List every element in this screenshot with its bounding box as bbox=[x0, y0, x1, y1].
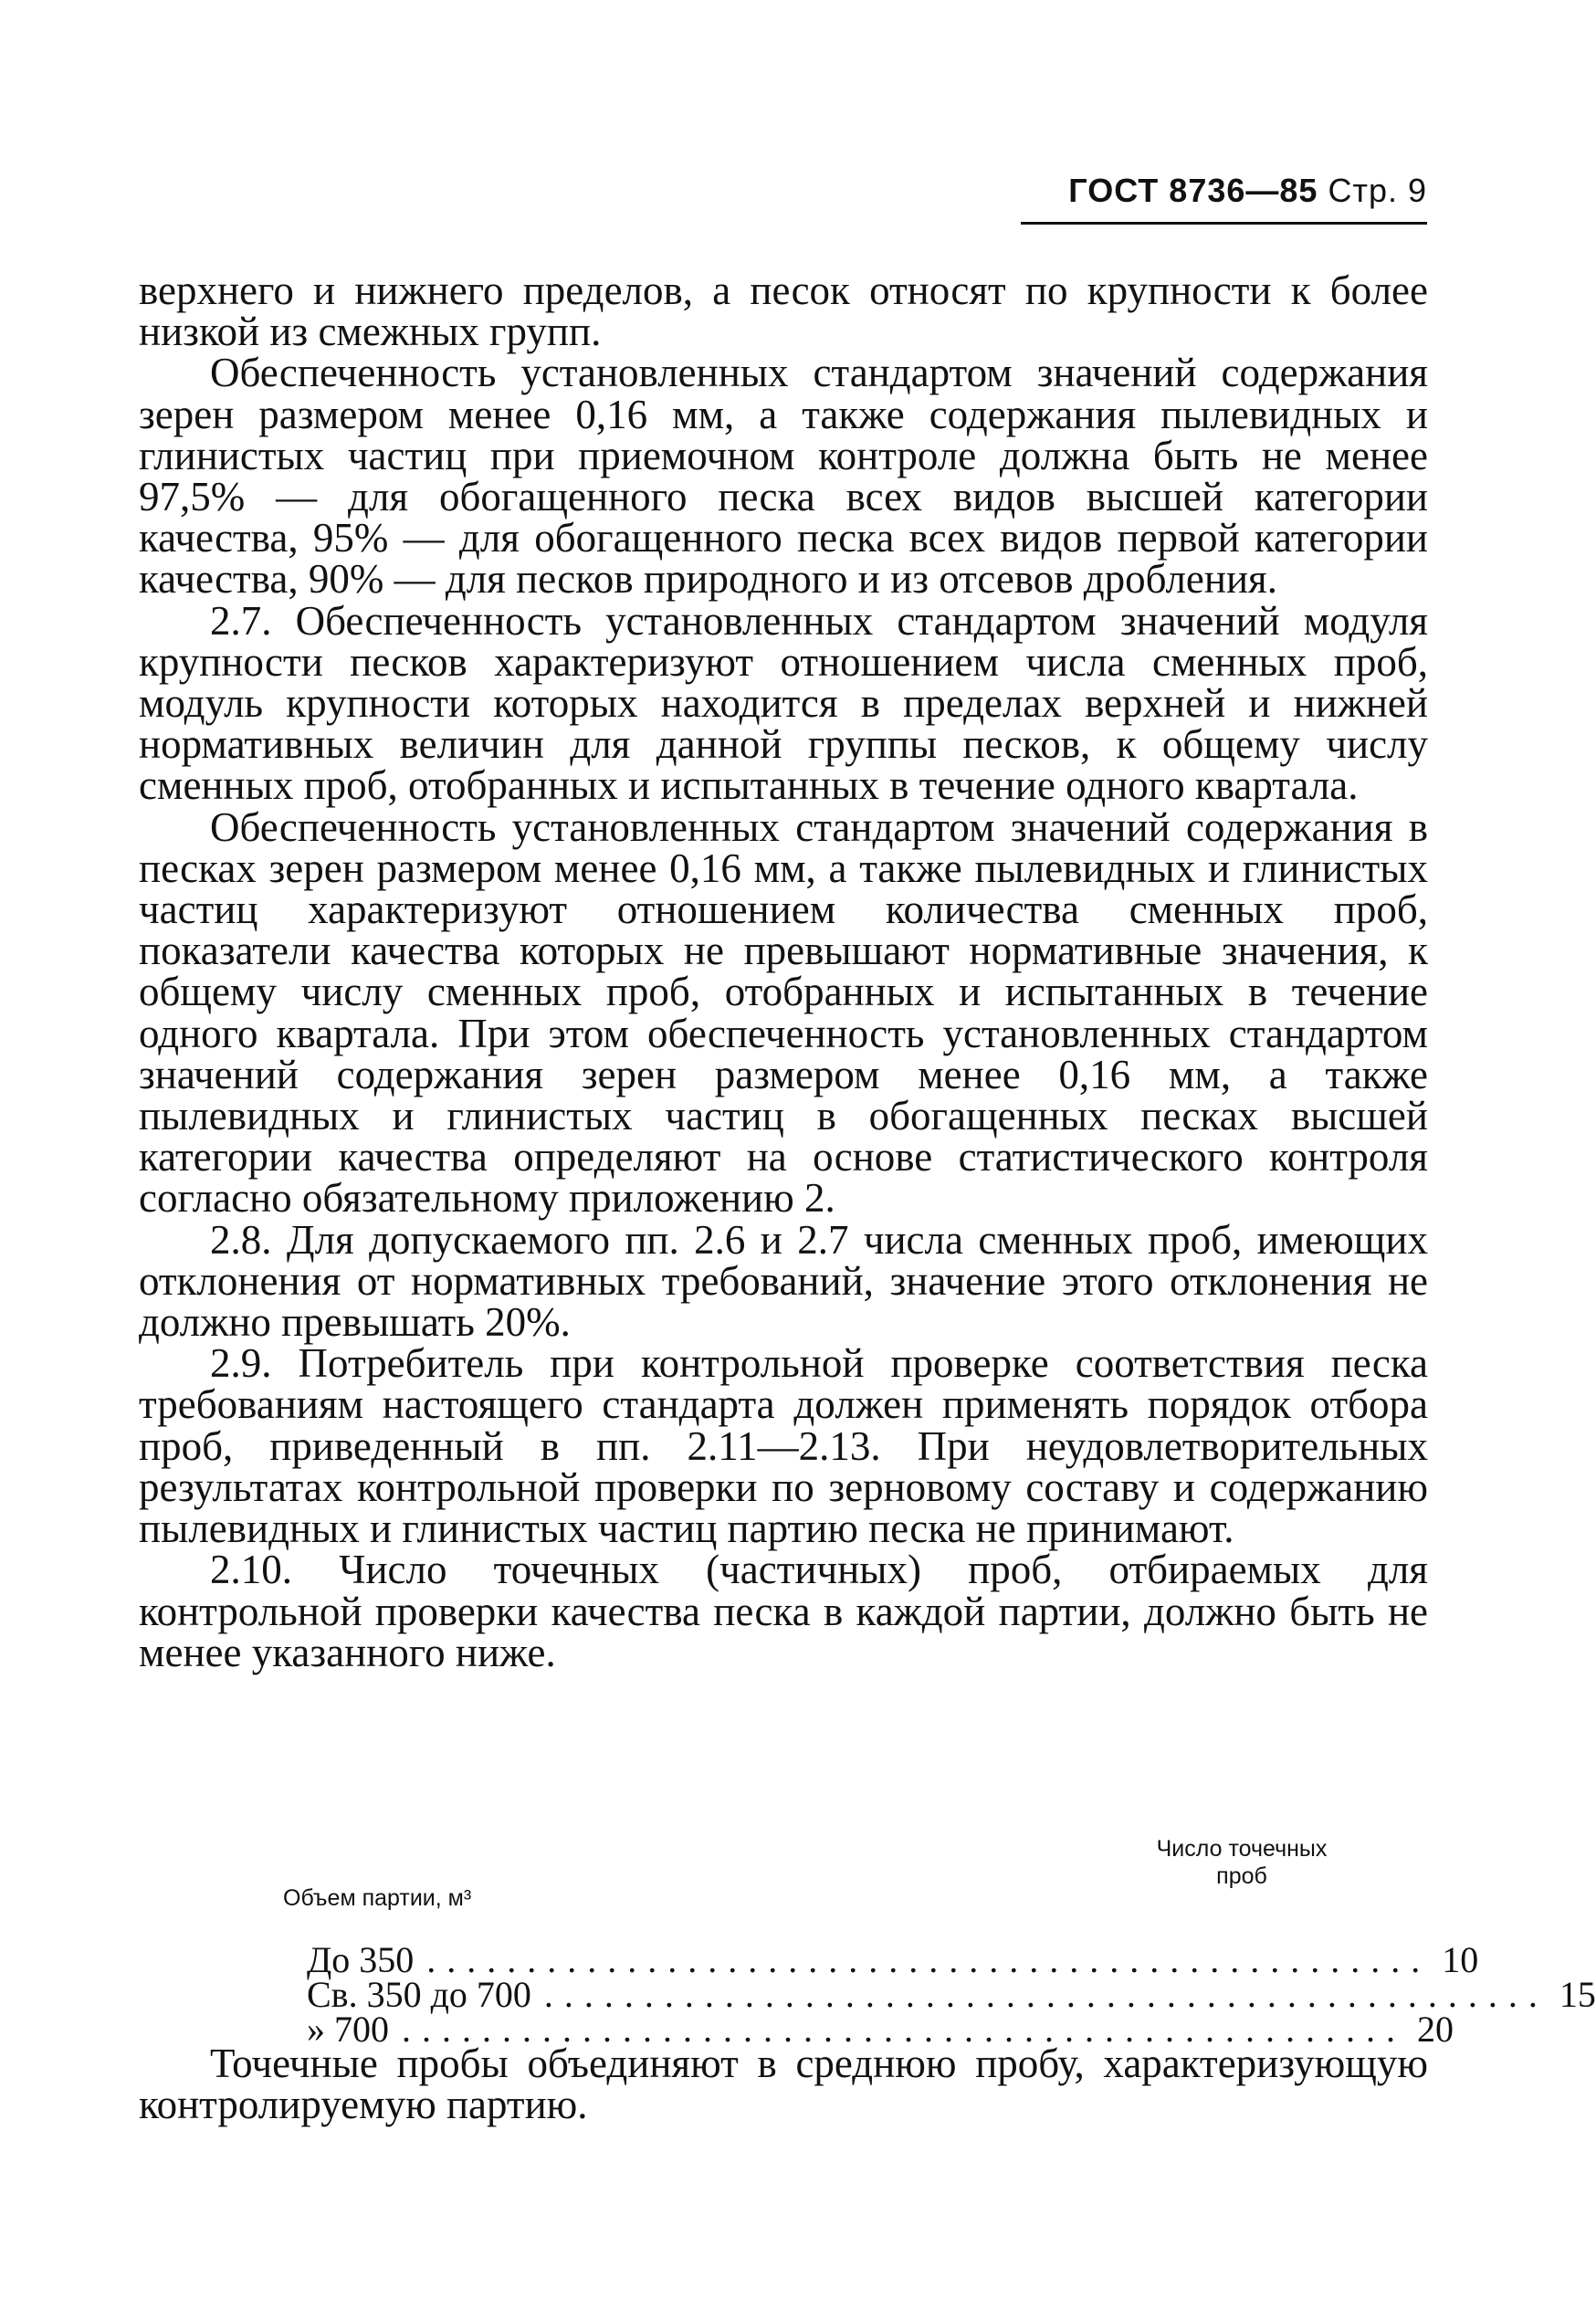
column-header-volume: Объем партии, м³ bbox=[283, 1885, 472, 1911]
table-rows bbox=[307, 1939, 1596, 2050]
page-header bbox=[1021, 172, 1427, 210]
paragraph-2-8: 2.8. Для допускаемого пп. 2.6 и 2.7 числа сменных проб, имеющих отклонения от нормативных требований, значение этого отклонения не должно превышать 20%. bbox=[139, 1216, 1428, 1346]
dot-leader: .................................................. bbox=[426, 1939, 1432, 1980]
paragraph-2-9: 2.9. Потребитель при контрольной проверке соответствия песка требованиям настоящего стандарта должен применять порядок отбора проб, приведенный в пп. 2.11—2.13. При неудовлетворительных результатах контрольной проверки по зерновому составу и содержанию пылевидных и глинистых частиц партию песка не принимают. bbox=[139, 1340, 1428, 1552]
standard-number: ГОСТ 8736—85 bbox=[1068, 172, 1318, 209]
page-number: Стр. 9 bbox=[1328, 172, 1427, 209]
paragraph-continuation: верхнего и нижнего пределов, а песок относят по крупности к более низкой из смежных групп. bbox=[139, 268, 1428, 355]
closing-text bbox=[139, 2041, 1428, 2128]
paragraph-2-10: 2.10. Число точечных (частичных) проб, отбираемых для контрольной проверки качества песка в каждой партии, должно быть не менее указанного ниже. bbox=[139, 1547, 1428, 1675]
row-label: До 350 bbox=[307, 1939, 415, 1980]
table-row bbox=[307, 1939, 1479, 1980]
dot-leader: .................................................. bbox=[543, 1974, 1549, 2015]
row-label: Св. 350 до 700 bbox=[307, 1974, 531, 2015]
row-value: 20 bbox=[1417, 2009, 1454, 2050]
paragraph-closing: Точечные пробы объединяют в среднюю пробу, характеризующую контролируемую партию. bbox=[139, 2041, 1428, 2128]
header-rule bbox=[1021, 222, 1427, 225]
row-label: » 700 bbox=[307, 2009, 389, 2050]
paragraph-provision: Обеспеченность установленных стандартом значений содержания зерен размером менее 0,16 мм, а также содержания пылевидных и глинистых частиц при приемочном контроле должна быть не менее 97,5% — для обогащенного песка всех видов высшей категории качества, 95% — для обогащенного песка всех видов первой категории качества, 90% — для песков природного и из отсевов дробления. bbox=[139, 350, 1428, 603]
table-row bbox=[307, 1974, 1596, 2015]
samples-table bbox=[283, 1835, 1596, 2050]
paragraph-provision-content: Обеспеченность установленных стандартом значений содержания в песках зерен размером менее 0,16 мм, а также пылевидных и глинистых частиц характеризуют отношением количества сменных проб, показатели качества которых не превышают нормативные значения, к общему числу сменных проб, отобранных и испытанных в течение одного квартала. При этом обеспеченность установленных стандартом значений содержания зерен размером менее 0,16 мм, а также пылевидных и глинистых частиц в обогащенных песках высшей категории качества определяют на основе статистического контроля согласно обязательному приложению 2. bbox=[139, 803, 1428, 1222]
row-value: 15 bbox=[1559, 1974, 1596, 2015]
dot-leader: .................................................. bbox=[402, 2009, 1406, 2050]
row-value: 10 bbox=[1442, 1939, 1479, 1980]
column-header-samples: Число точечных проб bbox=[1156, 1836, 1328, 1889]
body-text bbox=[139, 270, 1428, 1674]
paragraph-2-7: 2.7. Обеспеченность установленных стандартом значений модуля крупности песков характеризуют отношением числа сменных проб, модуль крупности которых находится в пределах верхней и нижней нормативных величин для данной группы песков, к общему числу сменных проб, отобранных и испытанных в течение одного квартала. bbox=[139, 597, 1428, 809]
